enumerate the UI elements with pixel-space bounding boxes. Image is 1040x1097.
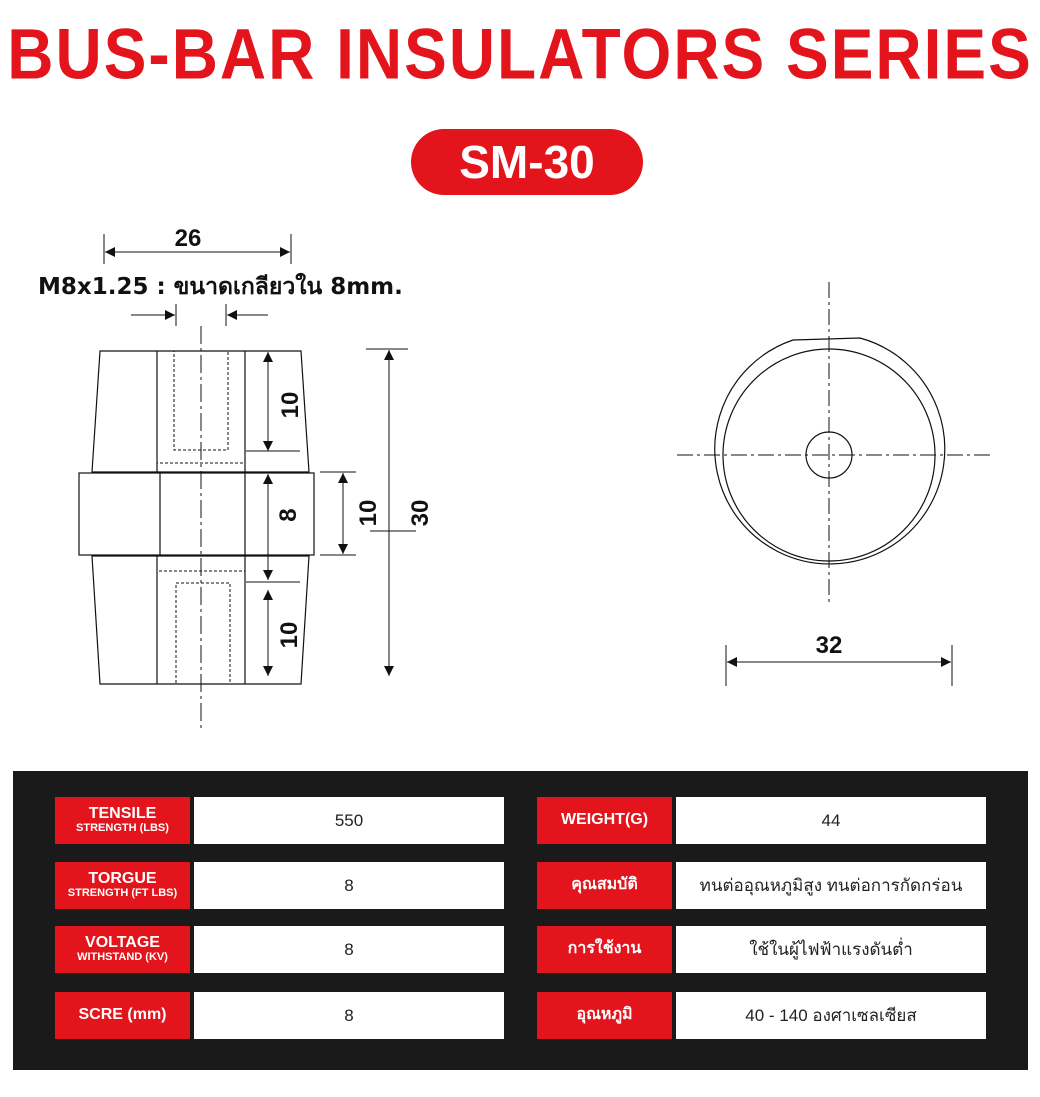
page-title: BUS-BAR INSULATORS SERIES — [7, 13, 1033, 95]
spec-value: ทนต่ออุณหภูมิสูง ทนต่อการกัดกร่อน — [676, 862, 986, 909]
dimension-middle-band — [246, 474, 300, 582]
dim-label-8: 8 — [275, 508, 302, 522]
dimension-middle-outer — [320, 472, 356, 555]
dim-label-30: 30 — [407, 499, 434, 527]
spec-label: การใช้งาน — [537, 926, 672, 973]
spec-label: อุณหภูมิ — [537, 992, 672, 1039]
spec-row-temperature — [537, 992, 986, 1039]
spec-value: 40 - 140 องศาเซลเซียส — [676, 992, 986, 1039]
dim-label-10-bottom: 10 — [276, 621, 303, 649]
spec-row-properties — [537, 862, 986, 909]
spec-label: คุณสมบัติ — [537, 862, 672, 909]
spec-row-usage — [537, 926, 986, 973]
outer-ring — [715, 338, 945, 564]
spec-row-torque — [55, 862, 504, 909]
spec-label: WEIGHT(G) — [537, 797, 672, 844]
dim-label-10-middle: 10 — [355, 499, 382, 527]
spec-value: 550 — [194, 797, 504, 844]
spec-row-weight — [537, 797, 986, 844]
spec-row-voltage — [55, 926, 504, 973]
spec-label: TENSILE STRENGTH (LBS) — [55, 797, 190, 844]
spec-label: TORGUE STRENGTH (FT LBS) — [55, 862, 190, 909]
spec-row-tensile — [55, 797, 504, 844]
spec-value: 8 — [194, 926, 504, 973]
dim-label-10-top: 10 — [277, 391, 304, 419]
dim-label-26: 26 — [174, 225, 202, 252]
spec-value: 44 — [676, 797, 986, 844]
spec-value: 8 — [194, 862, 504, 909]
spec-value: ใช้ในผู้ไฟฟ้าแรงดันต่ำ — [676, 926, 986, 973]
spec-label: SCRE (mm) — [55, 992, 190, 1039]
dim-label-32: 32 — [815, 632, 843, 659]
model-badge: SM-30 — [411, 129, 643, 195]
top-view — [677, 282, 993, 605]
thread-width-arrows — [131, 304, 268, 326]
spec-panel — [13, 771, 1028, 1070]
thread-note: M8x1.25 : ขนาดเกลียวใน 8mm. — [38, 274, 403, 300]
spec-label: VOLTAGE WITHSTAND (KV) — [55, 926, 190, 973]
spec-value: 8 — [194, 992, 504, 1039]
side-view — [79, 326, 314, 730]
spec-row-screw — [55, 992, 504, 1039]
